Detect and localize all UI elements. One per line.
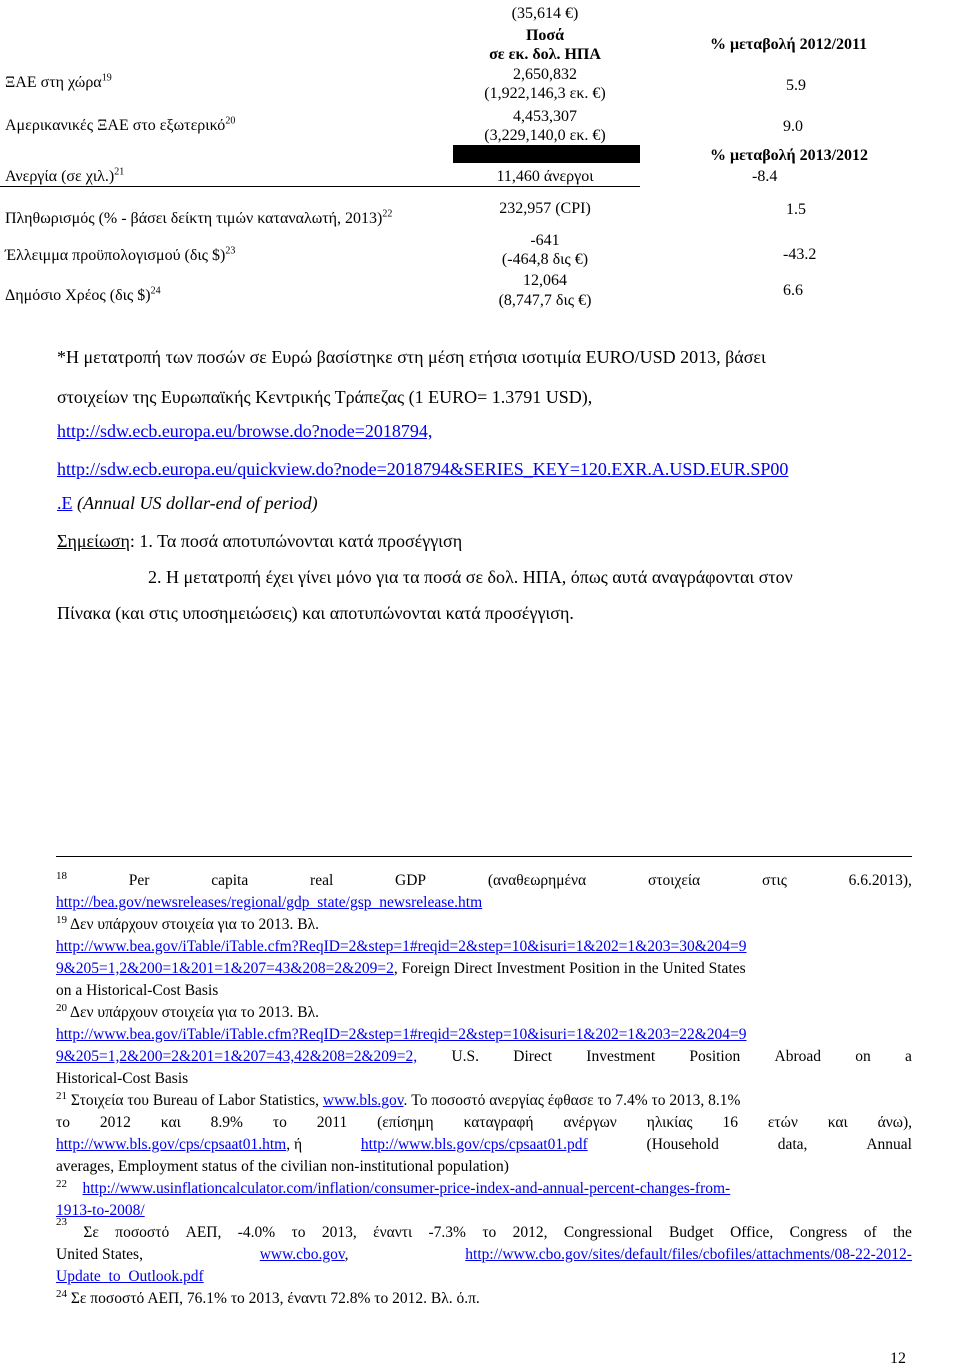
- row-label-fdi-in: ΞΑΕ στη χώρα$^{19}$: [5, 72, 112, 91]
- footnote-word: Per: [128, 872, 150, 889]
- footnote-word: -7.3%: [428, 1224, 466, 1241]
- footnote-word: το: [56, 1114, 70, 1131]
- footnote-word: Congressional: [563, 1224, 653, 1241]
- footnote-number: 22: [56, 1177, 67, 1190]
- row-label-fdi-out: Αμερικανικές ΞΑΕ στο εξωτερικό$^{20}$: [5, 115, 236, 134]
- footnote-word: GDP: [395, 872, 427, 889]
- change-deficit: -43.2: [783, 246, 817, 263]
- footnote-21-tail: averages, Employment status of the civilian non-institutional population): [56, 1158, 509, 1175]
- footnote-word: Office,: [730, 1224, 774, 1241]
- footnote-word: (επίσημη: [377, 1114, 434, 1131]
- footnote-word: καταγραφή: [463, 1114, 534, 1131]
- ecb-quickview-link-cont: [57, 490, 910, 516]
- remark-1: Τα ποσά αποτυπώνονται κατά προσέγγιση: [157, 531, 463, 551]
- footnote-word: Budget: [668, 1224, 714, 1241]
- conversion-note-line2: στοιχείων της Ευρωπαϊκής Κεντρικής Τράπεζας (1 EURO= 1.3791 USD),: [57, 387, 593, 407]
- top-amount: (35,614 €): [511, 5, 579, 22]
- footnote-word: -4.0%: [237, 1224, 276, 1241]
- footnote-ref: 22: [382, 208, 393, 220]
- footnote-word: το: [482, 1224, 497, 1241]
- bls-cpsaat01-pdf-link[interactable]: http://www.bls.gov/cps/cpsaat01.pdf: [360, 1136, 588, 1153]
- footnote-word: of: [863, 1224, 877, 1241]
- remark-line2: 2. Η μετατροπή έχει γίνει μόνο για τα ποσά σε δολ. ΗΠΑ, όπως αυτά αναγράφονται στον: [148, 567, 793, 587]
- bea-fdi-in-link-cont[interactable]: 9&205=1,2&200=1&201=1&207=43&208=2&209=2: [56, 960, 394, 977]
- footnote-ref: 23: [225, 245, 236, 257]
- footnote-number: 21: [56, 1089, 67, 1102]
- bea-fdi-in-link[interactable]: http://www.bea.gov/iTable/iTable.cfm?ReqID=2&step=1#reqid=2&step=10&isuri=1&202=1&203=30&204=9: [56, 938, 747, 955]
- footnote-word: Σε: [83, 1224, 99, 1241]
- footnote-word: Abroad: [774, 1048, 822, 1065]
- change-unemployment: -8.4: [752, 168, 778, 185]
- remark-line3: Πίνακα (και στις υποσημειώσεις) και αποτυπώνονται κατά προσέγγιση.: [57, 603, 574, 623]
- footnote-20-tail: Historical-Cost Basis: [56, 1070, 189, 1087]
- change-inflation: 1.5: [786, 201, 806, 218]
- amount-debt: 12,064: [523, 272, 567, 289]
- black-separator-bar: [453, 145, 640, 163]
- footnote-word: on: [855, 1048, 871, 1065]
- amount-unemployment: 11,460 άνεργοι: [496, 168, 594, 185]
- footnote-word: 2013,: [321, 1224, 357, 1241]
- cbo-outlook-link-cont[interactable]: Update_to_Outlook.pdf: [56, 1268, 204, 1285]
- amount-inflation: 232,957 (CPI): [499, 200, 591, 217]
- footnote-word: Investment: [586, 1048, 656, 1065]
- footnote-word: 2011: [316, 1114, 348, 1131]
- footnote-ref: 20: [225, 115, 236, 127]
- footnote-word: capita: [211, 872, 249, 889]
- page-number: 12: [890, 1350, 906, 1367]
- change-header-2013: % μεταβολή 2013/2012: [710, 147, 869, 164]
- cbo-outlook-link[interactable]: http://www.cbo.gov/sites/default/files/cbofiles/attachments/08-22-2012-: [465, 1246, 912, 1263]
- footnote-word: (Household: [646, 1136, 719, 1153]
- change-header-2012: % μεταβολή 2012/2011: [710, 36, 868, 53]
- ecb-browse-link[interactable]: http://sdw.ecb.europa.eu/browse.do?node=2018794,: [57, 421, 433, 441]
- ecb-quickview-link[interactable]: http://sdw.ecb.europa.eu/quickview.do?node=2018794&SERIES_KEY=120.EXR.A.USD.EUR.SP00: [57, 459, 789, 479]
- amount-fdi-out: 4,453,307: [513, 108, 577, 125]
- change-fdi-out: 9.0: [783, 118, 803, 135]
- footnote-word: το: [272, 1114, 287, 1131]
- series-description: (Annual US dollar-end of period): [77, 493, 318, 513]
- footnote-word: άνω),: [877, 1114, 912, 1131]
- remark-label: Σημείωση: [57, 531, 130, 551]
- footnote-word: στις: [761, 872, 787, 889]
- ecb-browse-link-line: [57, 418, 910, 444]
- footnote-word: U.S.: [451, 1048, 480, 1065]
- footnote-number: 23: [56, 1216, 67, 1228]
- inflation-calculator-link[interactable]: http://www.usinflationcalculator.com/inflation/consumer-price-index-and-annual-percent-changes-from-: [82, 1180, 731, 1197]
- footnote-word: 8.9%: [210, 1114, 243, 1131]
- footnote-word: Annual: [866, 1136, 912, 1153]
- footnote-word: και: [827, 1114, 848, 1131]
- footnote-word: 2012,: [512, 1224, 548, 1241]
- row-divider: [0, 186, 640, 187]
- footnote-word: στοιχεία: [647, 872, 701, 889]
- footnote-word: real: [310, 872, 334, 889]
- footnote-word: data,: [777, 1136, 808, 1153]
- amount-debt-eur: (8,747,7 δις €): [498, 292, 592, 309]
- amount-header-sub: σε εκ. δολ. ΗΠΑ: [489, 46, 601, 63]
- amount-fdi-in: 2,650,832: [513, 66, 577, 83]
- row-label-deficit: Έλλειμμα προϋπολογισμού (δις $)$^{23}$: [5, 245, 236, 264]
- footnote-20-text: Δεν υπάρχουν στοιχεία για το 2013. Βλ.: [70, 1004, 319, 1021]
- footnote-18: $^{18}$ Per capita real GDP (αναθεωρημένα στοιχεία στις 6.6.2013), http://bea.gov/newsreleases/regional/gdp_state/gsp_newsrelease.htm $^{19}$ Δεν υπάρχουν στοιχεία για το 2013. Βλ. http://www.bea.gov/iTable/iTable.cfm?ReqID=2&step=1#reqid=2&step=10&isuri=1&202=1&203=30&204=9 9&205=1,2&200=1&201=1&207=43&208=2&209=2, Foreign Direct Investment Position in the United States on a Historical-Cost Basis $^{20}$ Δεν υπάρχουν στοιχεία για το 2013. Βλ. http://www.bea.gov/iTable/iTable.cfm?ReqID=2&step=1#reqid=2&step=10&isuri=1&202=1&203=22&204=9 9&205=1,2&200=2&201=1&207=43,42&208=2&209=2, U.S. Direct Investment Position Abroad on a Historical-Cost Basis $^{21}$ Στοιχεία του Bureau of Labor Statistics, www.bls.gov. Το ποσοστό ανεργίας έφθασε το 7.4% το 2013, 8.1% το 2012 και 8.9% το 2011 (επίσημη καταγραφή ανέργων ηλικίας 16 ετών και άνω), http://www.bls.gov/cps/cpsaat01.htm, ή http://www.bls.gov/cps/cpsaat01.pdf (Household data, Annual averages, Employment status of the civilian non-institutional population) $^{22}$ http://www.usinflationcalculator.com/inflation/consumer-price-index-and-annual-percent-changes-from- 1913-to-2008/ 23 Σε ποσοστό ΑΕΠ, -4.0% το 2013, έναντι -7.3% το 2012, Congressional Budget Office, Congress of the United States, www.cbo.gov, http://www.cbo.gov/sites/default/files/cbofiles/attachments/08-22-2012- Update_to_Outlook.pdf $^{24}$ Σε ποσοστό ΑΕΠ, 76.1% το 2013, έναντι 72.8% το 2012. Βλ. ό.π.: [56, 869, 912, 1307]
- footnote-number: 20: [56, 1001, 67, 1014]
- footnote-word: ΑΕΠ,: [185, 1224, 222, 1241]
- footnote-word: και: [160, 1114, 181, 1131]
- footnote-19-text: Δεν υπάρχουν στοιχεία για το 2013. Βλ.: [70, 916, 319, 933]
- remark-2: Η μετατροπή έχει γίνει μόνο για τα ποσά σε δολ. ΗΠΑ, όπως αυτά αναγράφονται στον: [166, 567, 793, 587]
- footnote-number: 24: [56, 1287, 67, 1300]
- bls-link[interactable]: www.bls.gov: [322, 1092, 404, 1109]
- footnote-number: 19: [56, 913, 67, 926]
- change-debt: 6.6: [783, 282, 803, 299]
- footnote-24-text: Σε ποσοστό ΑΕΠ, 76.1% το 2013, έναντι 72.8% το 2012. Βλ. ό.π.: [70, 1290, 480, 1307]
- footnote-word: ετών: [767, 1114, 798, 1131]
- footnote-19-tail: on a Historical-Cost Basis: [56, 982, 219, 999]
- footnote-word: ανέργων: [563, 1114, 617, 1131]
- conversion-note-line1: *Η μετατροπή των ποσών σε Ευρώ βασίστηκε στη μέση ετήσια ισοτιμία EURO/USD 2013, βάσει: [57, 347, 766, 367]
- footnote-word: ποσοστό: [115, 1224, 170, 1241]
- footnote-word: ηλικίας: [646, 1114, 693, 1131]
- footnote-word: the: [892, 1224, 912, 1241]
- row-label-unemployment: Ανεργία (σε χιλ.)$^{21}$: [5, 166, 125, 185]
- row-label-debt: Δημόσιο Χρέος (δις $)$^{24}$: [5, 285, 161, 304]
- footnote-separator: [56, 856, 912, 857]
- footnote-ref: 21: [114, 166, 125, 178]
- footnote-word: a: [905, 1048, 912, 1065]
- footnote-number: 18: [56, 869, 67, 882]
- amount-header: Ποσά: [525, 27, 565, 44]
- remark-line1: Σημείωση: 1. Τα ποσά αποτυπώνονται κατά προσέγγιση: [57, 531, 463, 551]
- footnote-word: Direct: [513, 1048, 553, 1065]
- bea-fdi-out-link-cont[interactable]: 9&205=1,2&200=2&201=1&207=43,42&208=2&209=2,: [56, 1048, 418, 1065]
- footnote-word: έναντι: [373, 1224, 413, 1241]
- footnote-ref: 19: [101, 72, 112, 84]
- inflation-calculator-link-cont[interactable]: 1913-to-2008/: [56, 1202, 145, 1219]
- bls-cpsaat01-htm-link[interactable]: http://www.bls.gov/cps/cpsaat01.htm: [56, 1136, 287, 1153]
- ecb-quickview-link-tail[interactable]: .E: [57, 493, 73, 513]
- footnote-word: 2012: [99, 1114, 131, 1131]
- bea-gdp-link[interactable]: http://bea.gov/newsreleases/regional/gdp_state/gsp_newsrelease.htm: [56, 894, 483, 911]
- footnote-ref: 24: [150, 285, 161, 297]
- footnote-word: 16: [722, 1114, 738, 1131]
- change-fdi-in: 5.9: [786, 77, 806, 94]
- footnote-word: 6.6.2013),: [848, 872, 912, 889]
- footnote-word: Position: [689, 1048, 741, 1065]
- amount-deficit: -641: [530, 232, 560, 249]
- ecb-quickview-link-line: [57, 456, 910, 482]
- bea-fdi-out-link[interactable]: http://www.bea.gov/iTable/iTable.cfm?ReqID=2&step=1#reqid=2&step=10&isuri=1&202=1&203=22&204=9: [56, 1026, 747, 1043]
- footnote-word: το: [291, 1224, 306, 1241]
- footnote-word: Congress: [789, 1224, 848, 1241]
- amount-fdi-out-eur: (3,229,140,0 εκ. €): [484, 127, 606, 144]
- footnote-word: (αναθεωρημένα: [487, 872, 587, 889]
- amount-deficit-eur: (-464,8 δις €): [501, 251, 589, 268]
- row-label-inflation: Πληθωρισμός (% - βάσει δείκτη τιμών καταναλωτή, 2013)$^{22}$: [5, 208, 393, 227]
- cbo-link[interactable]: www.cbo.gov: [259, 1246, 345, 1263]
- amount-fdi-in-eur: (1,922,146,3 εκ. €): [484, 85, 606, 102]
